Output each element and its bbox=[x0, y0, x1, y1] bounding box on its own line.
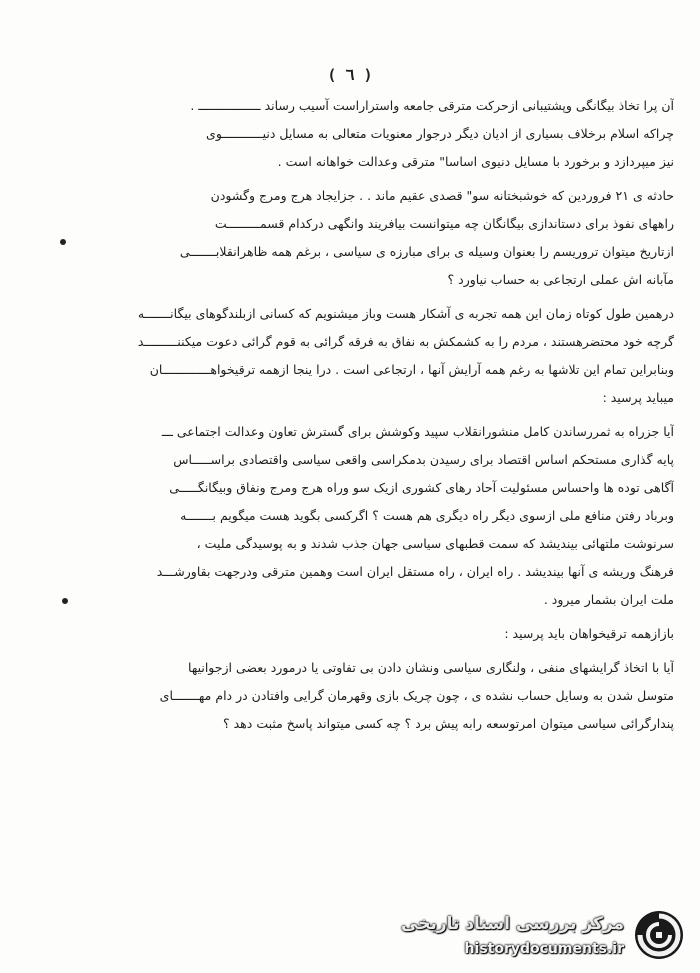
text-line: آیا با اتخاذ گرایشهای منفی ، ولنگاری سیاسی ونشان دادن بی تفاوتی یا درمورد بعضی ازجوانیها bbox=[188, 660, 674, 675]
text-line: وبنابراین تمام این تلاشها به رغم همه آرایش آنها ، ارتجاعی است . درا ینجا ازهمه ترقیخواهـــــــــــــان bbox=[149, 362, 674, 377]
text-line: متوسل شدن به وسایل حساب نشده ی ، چون چریک بازی وقهرمان گرایی وافتادن در دام مهـــــــای bbox=[159, 688, 674, 703]
margin-dot bbox=[62, 598, 68, 604]
text-line: آیا جزراه به ثمررساندن کامل منشورانقلاب سپید وکوشش برای گسترش تعاون وعدالت اجتماعی ـــ bbox=[161, 424, 674, 439]
text-line: راههای نفوذ برای دستاندازی بیگانگان چه میتوانست بیافریند وانگهی درکدام قسمـــــــــت bbox=[214, 216, 674, 231]
text-line: آن پرا تخاذ بیگانگی وپشتیبانی ازحرکت مترقی جامعه واستراراست آسیب رساند ـــــــــــــــــ . bbox=[190, 98, 674, 113]
text-line: بازازهمه ترقیخواهان باید پرسید : bbox=[504, 626, 674, 641]
text-line: چراکه اسلام برخلاف بسیاری از ادیان دیگر درجوار معنویات متعالی به مسایل دنیـــــــــــوی bbox=[206, 126, 674, 141]
text-line: نیز میپردازد و برخورد با مسایل دنیوی اساسا" مترقی وعدالت خواهانه است . bbox=[277, 154, 674, 169]
text-line: پایه گذاری مستحکم اساس اقتصاد برای رسیدن بدمکراسی واقعی سیاسی واقتصادی براســـــاس bbox=[173, 452, 674, 467]
watermark-title: مرکز بررسی اسناد تاریخی bbox=[401, 914, 624, 934]
text-line: میباید پرسید : bbox=[602, 390, 674, 405]
watermark-url: historydocuments.ir bbox=[464, 941, 624, 957]
text-line: سرنوشت ملتهائی بیندیشد که سمت قطبهای سیاسی جهان جذب شدند و به پوسیدگی ملیت ، bbox=[196, 536, 674, 551]
text-line: درهمین طول کوتاه زمان این همه تجربه ی آشکار هست وباز میشنویم که کسانی ازبلندگوهای بیگانـــــــه bbox=[137, 306, 674, 321]
text-line: حادثه ی ٢١ فروردین که خوشبختانه سو" قصدی عقیم ماند . . جزایجاد هرج ومرج وگشودن bbox=[210, 188, 674, 203]
text-line: آگاهی توده ها واحساس مسئولیت آحاد رهای کشوری ازیک سو وراه هرج ومرج ونفاق وبیگانگـــــی bbox=[169, 480, 674, 495]
margin-dot bbox=[60, 239, 66, 245]
watermark bbox=[401, 900, 690, 966]
archive-logo-icon bbox=[632, 908, 686, 962]
text-line: مآبانه اش عملی ارتجاعی به حساب نیاورد ؟ bbox=[447, 272, 674, 287]
text-line: ازتاریخ میتوان تروریسم را بعنوان وسیله ی برای مبارزه ی سیاسی ، برغم همه ظاهرانقلابـــــــی bbox=[179, 244, 674, 259]
text-line: گرچه خود محتضرهستند ، مردم را به کشمکش به نفاق به فرقه گرائی به قوم گرائی دعوت میکننـــــــــد bbox=[137, 334, 674, 349]
text-line: وبرباد رفتن منافع ملی ازسوی دیگر راه دیگری هم هست ؟ اگرکسی بگوید هست میگویم بـــــــه bbox=[180, 508, 674, 523]
text-line: پندارگرائی سیاسی میتوان امرتوسعه رابه پیش برد ؟ چه کسی میتواند پاسخ مثبت دهد ؟ bbox=[223, 716, 674, 731]
text-line: ملت ایران بشمار میرود . bbox=[543, 592, 674, 607]
document-body bbox=[66, 92, 674, 738]
text-line: فرهنگ وریشه ی آنها بیندیشد . راه ایران ، راه مستقل ایران است وهمین مترقی ودرجهت بقاورشـــد bbox=[156, 564, 674, 579]
page-number: ( ٦ ) bbox=[327, 66, 373, 84]
